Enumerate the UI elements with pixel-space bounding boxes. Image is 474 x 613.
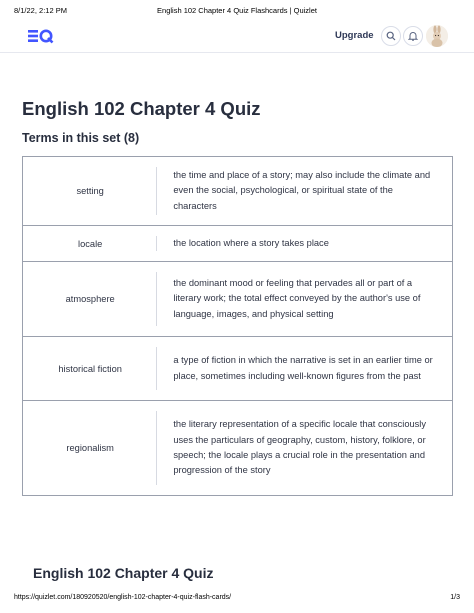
print-header xyxy=(0,6,474,18)
terms-table xyxy=(22,156,453,496)
term-row xyxy=(23,157,452,225)
terms-heading: Terms in this set (8) xyxy=(22,131,140,145)
term-text: locale xyxy=(78,238,103,249)
column-divider xyxy=(156,411,157,485)
print-datetime: 8/1/22, 2:12 PM xyxy=(14,6,67,15)
term-text: regionalism xyxy=(66,443,114,453)
column-divider xyxy=(156,272,157,326)
quizlet-logo-icon[interactable] xyxy=(28,27,54,45)
print-footer xyxy=(0,594,474,606)
definition-text: the time and place of a story; may also include the climate and even the social, psychological, or spiritual state of the characters xyxy=(173,169,431,211)
search-button[interactable] xyxy=(381,26,401,46)
column-divider xyxy=(156,347,157,390)
print-url: https://quizlet.com/180920520/english-102-chapter-4-quiz-flash-cards/ xyxy=(14,594,232,601)
term-text: atmosphere xyxy=(65,294,115,304)
definition-text: the dominant mood or feeling that pervades all or part of a literary work; the total effect conveyed by the author's use of language, images, and physical setting xyxy=(173,277,421,319)
term-row xyxy=(23,336,452,400)
term-row xyxy=(23,225,452,261)
page-title: English 102 Chapter 4 Quiz xyxy=(22,98,261,119)
search-icon xyxy=(386,31,396,41)
upgrade-button[interactable]: Upgrade xyxy=(335,30,374,41)
term-row xyxy=(23,400,452,495)
term-text: historical fiction xyxy=(58,363,122,374)
column-divider xyxy=(156,167,157,215)
page-number: 1/3 xyxy=(450,594,460,601)
section-title: English 102 Chapter 4 Quiz xyxy=(33,565,214,581)
definition-text: a type of fiction in which the narrative is set in an earlier time or place, sometimes including well-known figures from the past xyxy=(173,355,433,381)
term-row xyxy=(23,261,452,336)
notifications-button[interactable] xyxy=(403,26,423,46)
definition-text: the literary representation of a specific locale that consciously uses the particulars of geography, custom, history, folklore, or speech; the locale plays a crucial role in the presentation and progression of the story xyxy=(173,419,427,476)
print-document-title: English 102 Chapter 4 Quiz Flashcards | Quizlet xyxy=(157,6,317,15)
user-avatar[interactable] xyxy=(426,25,448,47)
app-header xyxy=(0,20,474,53)
definition-text: the location where a story takes place xyxy=(173,237,329,248)
column-divider xyxy=(156,236,157,251)
term-text: setting xyxy=(76,186,104,196)
bell-icon xyxy=(408,31,418,41)
